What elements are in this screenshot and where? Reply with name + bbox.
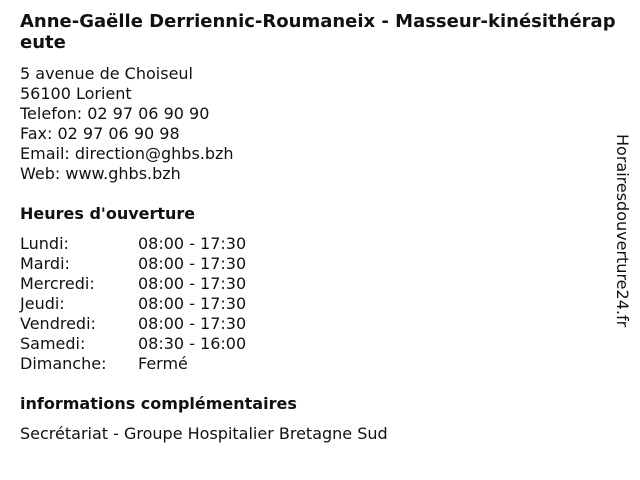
time-range: 08:30 - 16:00 — [138, 334, 247, 353]
street-address: 5 avenue de Choiseul — [20, 64, 193, 83]
time-range: 08:00 - 17:30 — [138, 274, 247, 293]
business-title: Anne-Gaëlle Derriennic-Roumaneix - Masseur-kinésithérapeute — [20, 11, 616, 53]
site-watermark: Horairesdouverture24.fr — [613, 134, 632, 328]
additional-info-heading: informations complémentaires — [20, 394, 297, 413]
time-range: 08:00 - 17:30 — [138, 234, 247, 253]
time-range: 08:00 - 17:30 — [138, 314, 247, 333]
time-range: Fermé — [138, 354, 188, 373]
email-address: Email: direction@ghbs.bzh — [20, 144, 234, 163]
day-label: Mardi: — [20, 254, 70, 273]
day-label: Jeudi: — [20, 294, 65, 313]
day-label: Mercredi: — [20, 274, 95, 293]
time-range: 08:00 - 17:30 — [138, 254, 247, 273]
additional-info-text: Secrétariat - Groupe Hospitalier Bretagne Sud — [20, 424, 388, 443]
day-label: Vendredi: — [20, 314, 96, 333]
website: Web: www.ghbs.bzh — [20, 164, 181, 183]
fax-number: Fax: 02 97 06 90 98 — [20, 124, 180, 143]
opening-hours-heading: Heures d'ouverture — [20, 204, 196, 223]
contact-block — [20, 64, 234, 184]
phone-number: Telefon: 02 97 06 90 90 — [20, 104, 210, 123]
day-label: Samedi: — [20, 334, 86, 353]
city-postal: 56100 Lorient — [20, 84, 132, 103]
day-label: Dimanche: — [20, 354, 107, 373]
time-range: 08:00 - 17:30 — [138, 294, 247, 313]
day-label: Lundi: — [20, 234, 69, 253]
